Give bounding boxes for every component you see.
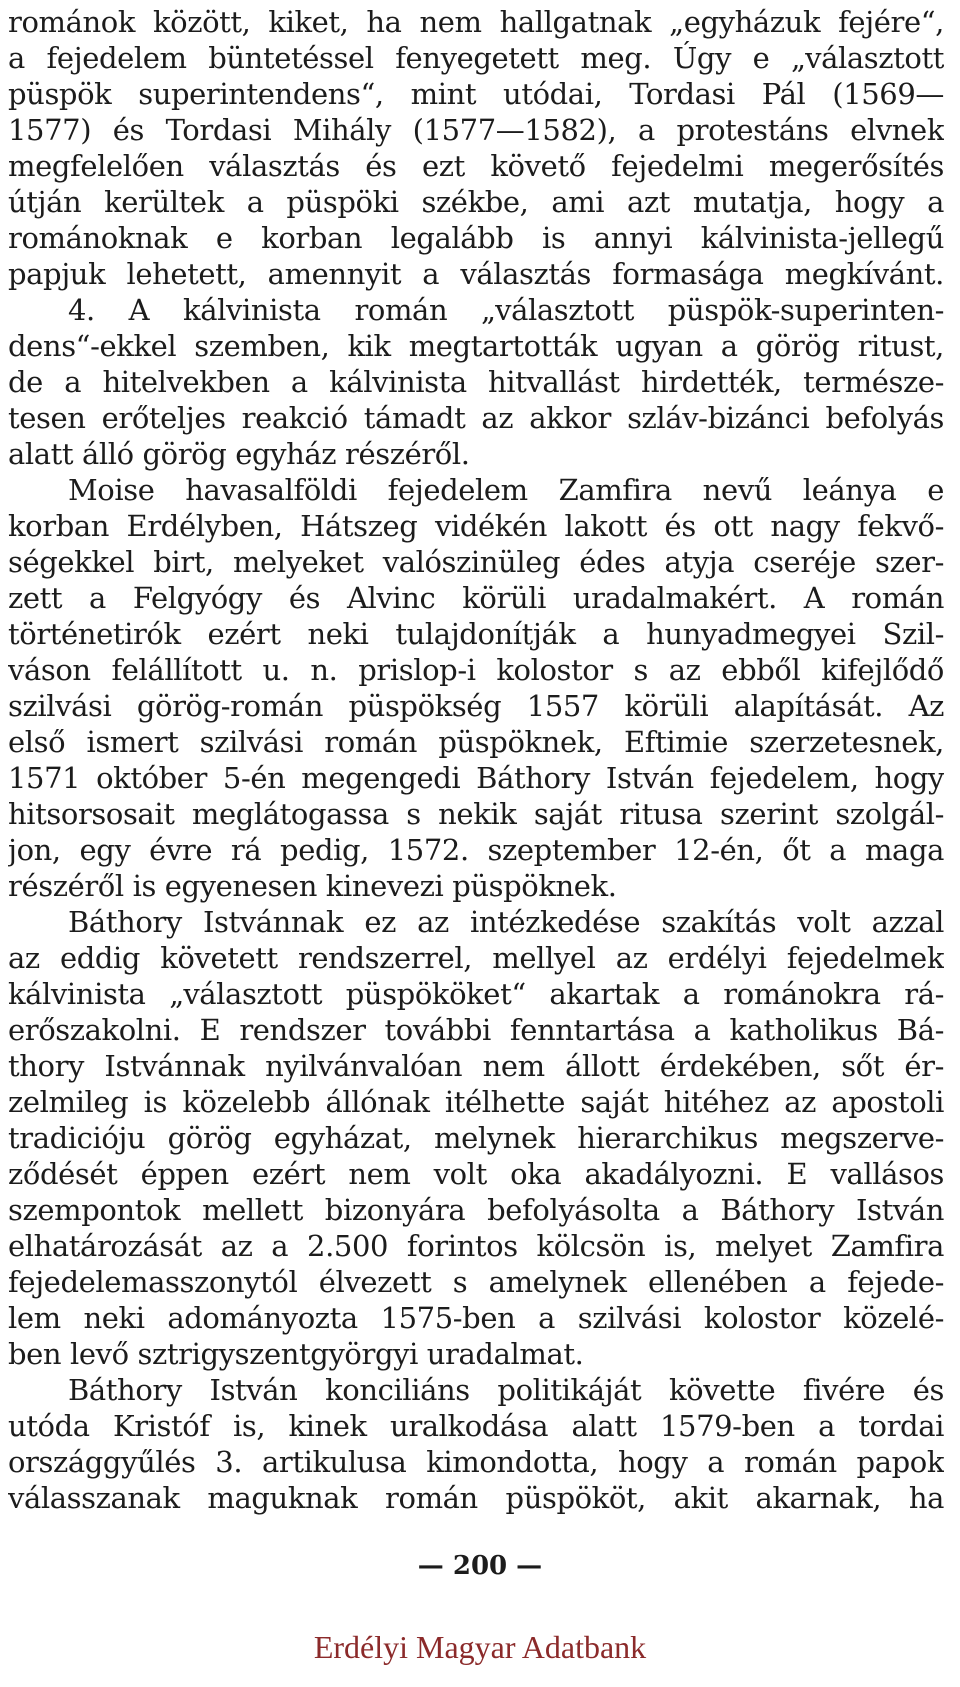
text-line: szilvási görög-román püspökség 1557 körüli alapítását. Az <box>8 689 944 723</box>
text-line: románok között, kiket, ha nem hallgatnak „egyházuk fejére“, <box>8 5 944 39</box>
text-line: püspök superintendens“, mint utódai, Tordasi Pál (1569— <box>8 77 944 111</box>
text-line: zelmileg is közelebb állónak itélhette saját hitéhez az apostoli <box>8 1085 944 1119</box>
text-line: fejedelemasszonytól élvezett s amelynek ellenében a fejede- <box>8 1265 944 1299</box>
text-line: korban Erdélyben, Hátszeg vidékén lakott és ott nagy fekvő- <box>8 509 944 543</box>
text-line: váson felállított u. n. prislop-i kolostor s az ebből kifejlődő <box>8 653 944 687</box>
text-line: elhatározását az a 2.500 forintos kölcsön is, melyet Zamfira <box>8 1229 944 1263</box>
text-line: szempontok mellett bizonyára befolyásolta a Báthory István <box>8 1193 944 1227</box>
text-line: lem neki adományozta 1575-ben a szilvási kolostor közelé- <box>8 1301 944 1335</box>
text-line: országgyűlés 3. artikulusa kimondotta, hogy a román papok <box>8 1445 944 1479</box>
text-line: megfelelően választás és ezt követő fejedelmi megerősítés <box>8 149 944 183</box>
text-line: erőszakolni. E rendszer további fenntartása a katholikus Bá- <box>8 1013 944 1047</box>
text-line: ségekkel birt, melyeket valószinüleg édes atyja cseréje szer- <box>8 545 944 579</box>
footer-credit: Erdélyi Magyar Adatbank <box>313 1629 647 1665</box>
text-line: papjuk lehetett, amennyit a választás formasága megkívánt. <box>8 257 944 291</box>
book-page-text <box>8 4 944 1516</box>
text-line: románoknak e korban legalább is annyi kálvinista-jellegű <box>8 221 944 255</box>
text-line: thory Istvánnak nyilvánvalóan nem állott érdekében, sőt ér- <box>8 1049 944 1083</box>
text-line: 1577) és Tordasi Mihály (1577—1582), a protestáns elvnek <box>8 113 944 147</box>
text-line: válasszanak maguknak román püspököt, akit akarnak, ha <box>8 1481 944 1515</box>
text-line: de a hitelvekben a kálvinista hitvallást hirdették, természe- <box>8 365 944 399</box>
text-line: az eddig követett rendszerrel, mellyel az erdélyi fejedelmek <box>8 941 944 975</box>
text-line: történetirók ezért neki tulajdonítják a hunyadmegyei Szil- <box>8 617 944 651</box>
text-line: Moise havasalföldi fejedelem Zamfira nevű leánya e <box>68 473 944 507</box>
text-line: útján kerültek a püspöki székbe, ami azt mutatja, hogy a <box>8 185 944 219</box>
page-number: — 200 — <box>417 1551 543 1581</box>
text-line: dens“-ekkel szemben, kik megtartották ugyan a görög ritust, <box>8 329 944 363</box>
text-line: 1571 október 5-én megengedi Báthory István fejedelem, hogy <box>8 761 944 795</box>
text-line: ben levő sztrigyszentgyörgyi uradalmat. <box>8 1337 584 1371</box>
text-line: tradicióju görög egyházat, melynek hierarchikus megszerve- <box>8 1121 944 1155</box>
text-line: tesen erőteljes reakció támadt az akkor szláv-bizánci befolyás <box>8 401 944 435</box>
text-line: első ismert szilvási román püspöknek, Eftimie szerzetesnek, <box>8 725 944 759</box>
text-line: ződését éppen ezért nem volt oka akadályozni. E vallásos <box>8 1157 944 1191</box>
text-line: Báthory István konciliáns politikáját követte fivére és <box>68 1373 944 1407</box>
text-line: részéről is egyenesen kinevezi püspöknek. <box>8 869 617 903</box>
text-line: utóda Kristóf is, kinek uralkodása alatt 1579-ben a tordai <box>8 1409 944 1443</box>
text-line: hitsorsosait meglátogassa s nekik saját ritusa szerint szolgál- <box>8 797 944 831</box>
text-line: a fejedelem büntetéssel fenyegetett meg. Úgy e „választott <box>8 41 944 75</box>
text-line: jon, egy évre rá pedig, 1572. szeptember 12-én, őt a maga <box>8 833 944 867</box>
text-line: 4. A kálvinista román „választott püspök-superinten- <box>68 293 944 327</box>
text-line: alatt álló görög egyház részéről. <box>8 437 470 471</box>
text-line: zett a Felgyógy és Alvinc körüli uradalmakért. A román <box>8 581 944 615</box>
text-line: kálvinista „választott püspököket“ akartak a románokra rá- <box>8 977 944 1011</box>
text-line: Báthory Istvánnak ez az intézkedése szakítás volt azzal <box>68 905 944 939</box>
